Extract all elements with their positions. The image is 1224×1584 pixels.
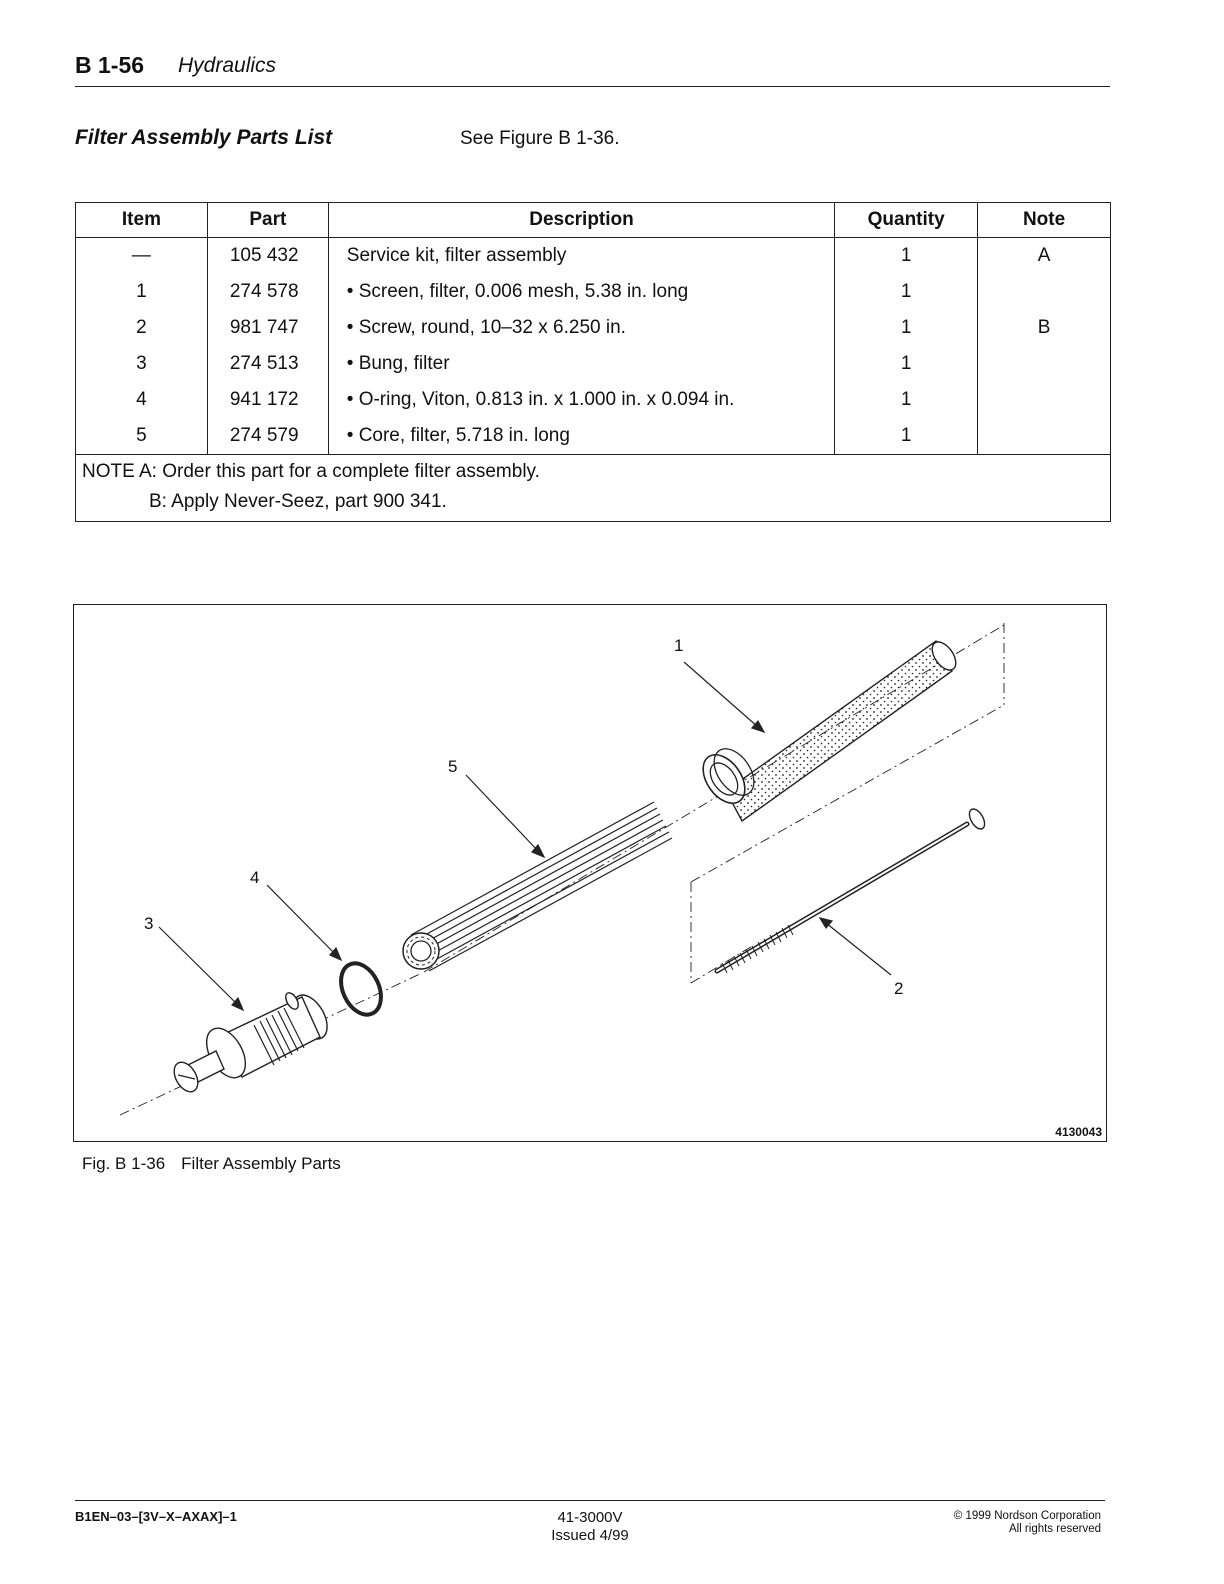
table-row: [76, 274, 1111, 310]
cell-part: 274 579: [207, 418, 328, 455]
cell-quantity: 1: [835, 418, 978, 455]
cell-note: [978, 346, 1111, 382]
cell-note: [978, 418, 1111, 455]
page-footer: [75, 1500, 1105, 1551]
callout-1: 1: [674, 636, 684, 655]
cell-part: 981 747: [207, 310, 328, 346]
callout-2: 2: [894, 979, 904, 998]
cell-item: 3: [76, 346, 208, 382]
col-note-header: Note: [978, 203, 1111, 238]
filter-screen-part: [695, 638, 961, 821]
cell-part: 941 172: [207, 382, 328, 418]
table-row: [76, 346, 1111, 382]
caption-title: Filter Assembly Parts: [181, 1154, 341, 1173]
table-row: [76, 418, 1111, 455]
callout-5: 5: [448, 757, 458, 776]
note-b: B: Apply Never-Seez, part 900 341.: [149, 491, 447, 512]
issue-date: Issued 4/99: [551, 1527, 629, 1544]
manual-part-number: 41-3000V: [557, 1509, 623, 1526]
filter-core-part: [403, 802, 672, 971]
cell-description: • O-ring, Viton, 0.813 in. x 1.000 in. x 0.094 in.: [328, 382, 834, 418]
cell-item: 1: [76, 274, 208, 310]
cell-description: • Screw, round, 10–32 x 6.250 in.: [328, 310, 834, 346]
document-code: B1EN–03–[3V–X–AXAX]–1: [75, 1509, 237, 1524]
table-row: [76, 238, 1111, 275]
cell-part: 105 432: [207, 238, 328, 275]
callout-3: 3: [144, 914, 154, 933]
cell-description: Service kit, filter assembly: [328, 238, 834, 275]
cell-item: 5: [76, 418, 208, 455]
figure-reference: See Figure B 1-36.: [460, 128, 620, 149]
leader-lines: [159, 662, 891, 1010]
section-title-header: Hydraulics: [178, 54, 277, 77]
cell-part: 274 513: [207, 346, 328, 382]
cell-item: 4: [76, 382, 208, 418]
figure-caption: [82, 1154, 341, 1174]
cell-description: • Screen, filter, 0.006 mesh, 5.38 in. long: [328, 274, 834, 310]
cell-note: [978, 274, 1111, 310]
col-item-header: Item: [76, 203, 208, 238]
cell-quantity: 1: [835, 382, 978, 418]
rights-line: All rights reserved: [1008, 1523, 1101, 1535]
col-quantity-header: Quantity: [835, 203, 978, 238]
bung-part: [169, 989, 334, 1096]
cell-item: —: [76, 238, 208, 275]
caption-label: Fig. B 1-36: [82, 1154, 166, 1173]
notes-row: [76, 455, 1111, 522]
filter-assembly-figure: [73, 604, 1107, 1142]
parts-table: [75, 202, 1111, 522]
cell-quantity: 1: [835, 238, 978, 275]
table-row: [76, 382, 1111, 418]
copyright: [954, 1510, 1101, 1536]
col-description-header: Description: [328, 203, 834, 238]
note-a: NOTE A: Order this part for a complete filter assembly.: [82, 461, 540, 482]
table-header-row: [76, 203, 1111, 238]
cell-note: [978, 382, 1111, 418]
cell-description: • Core, filter, 5.718 in. long: [328, 418, 834, 455]
o-ring-part: [333, 957, 388, 1021]
cell-description: • Bung, filter: [328, 346, 834, 382]
cell-part: 274 578: [207, 274, 328, 310]
callout-4: 4: [250, 868, 260, 887]
table-row: [76, 310, 1111, 346]
manual-number: [545, 1509, 635, 1545]
exploded-view-drawing: [74, 605, 1106, 1141]
figure-code: 4130043: [1055, 1125, 1102, 1139]
parts-list-title: Filter Assembly Parts List: [75, 126, 333, 149]
cell-quantity: 1: [835, 310, 978, 346]
notes-cell: [76, 455, 1111, 522]
cell-quantity: 1: [835, 274, 978, 310]
page-header: [75, 50, 1110, 87]
cell-note: B: [978, 310, 1111, 346]
col-part-header: Part: [207, 203, 328, 238]
copyright-line: © 1999 Nordson Corporation: [953, 1510, 1101, 1522]
cell-quantity: 1: [835, 346, 978, 382]
cell-note: A: [978, 238, 1111, 275]
section-number: B 1-56: [75, 52, 145, 78]
screw-part: [717, 806, 988, 973]
cell-item: 2: [76, 310, 208, 346]
